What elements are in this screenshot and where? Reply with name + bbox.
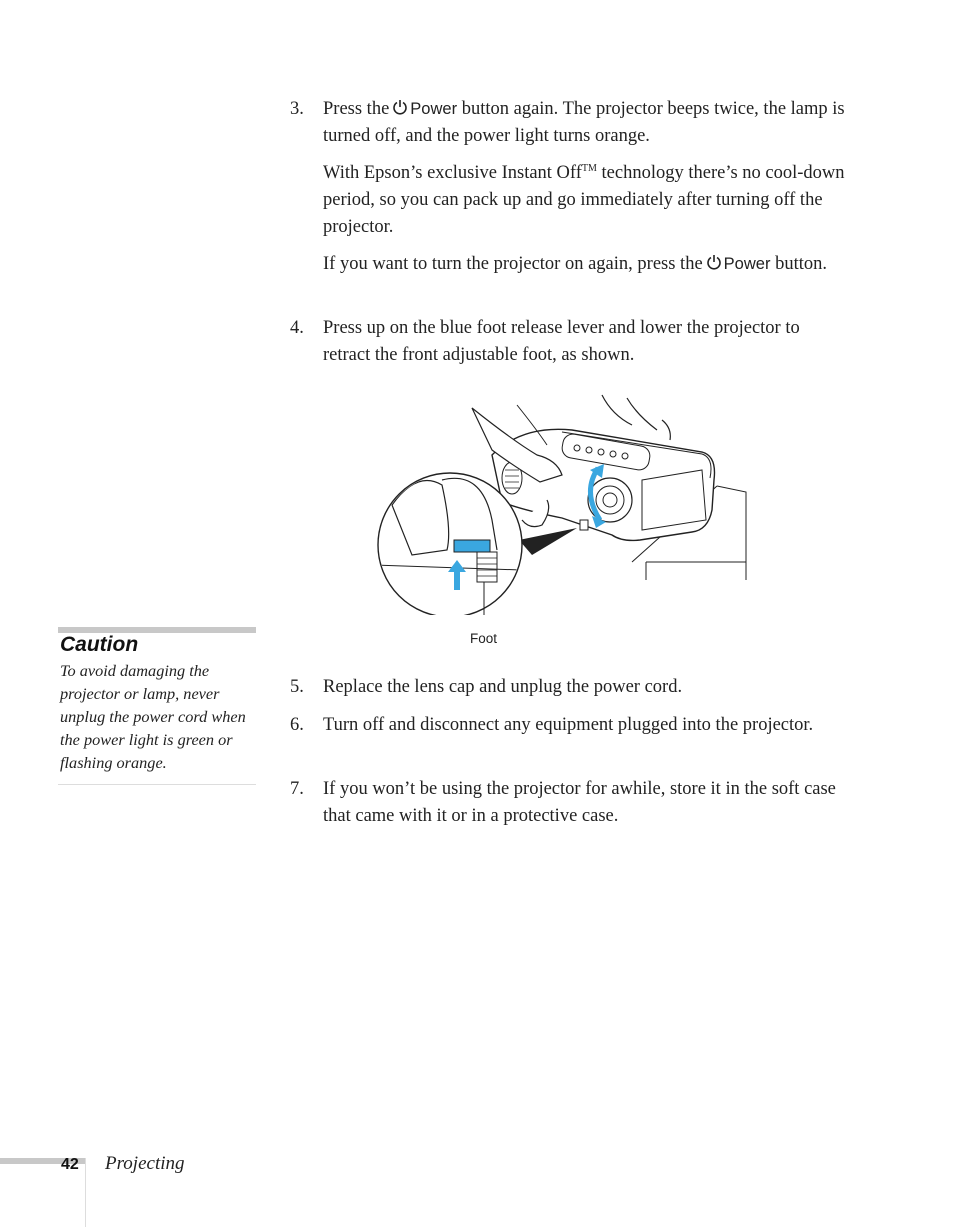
instant-off-text: With Epson’s exclusive Instant Off bbox=[323, 163, 582, 183]
step-number: 5. bbox=[290, 677, 304, 697]
instant-off-text-end: technology there’s no cool-down period, so you can pack up and go immediately after turning off the projector. bbox=[323, 163, 845, 237]
caution-body: To avoid damaging the projector or lamp, never unplug the power cord when the power light is green or flashing orange. bbox=[60, 661, 246, 772]
power-icon bbox=[392, 99, 408, 115]
step-text: If you won’t be using the projector for awhile, store it in the soft case that came with it or in a protective case. bbox=[323, 779, 836, 826]
step-number: 4. bbox=[290, 318, 304, 338]
power-button-label: Power bbox=[410, 100, 458, 118]
footer-divider bbox=[85, 1158, 86, 1227]
step-3-text-start: Press the bbox=[323, 99, 390, 119]
projector-foot-illustration bbox=[372, 390, 752, 615]
foot-label: Foot bbox=[470, 631, 498, 646]
section-title: Projecting bbox=[105, 1153, 185, 1174]
caution-divider bbox=[58, 784, 256, 785]
caution-title: Caution bbox=[60, 633, 139, 656]
power-button-label: Power bbox=[723, 255, 771, 273]
step-number: 3. bbox=[290, 99, 304, 119]
page-number: 42 bbox=[61, 1156, 79, 1173]
step-number: 6. bbox=[290, 715, 304, 735]
step-3-text-end: button again. The projector beeps twice, the lamp is turned off, and the power light turns orange. bbox=[323, 99, 845, 146]
power-on-text: If you want to turn the projector on again, press the bbox=[323, 254, 703, 274]
step-text: Press up on the blue foot release lever and lower the projector to retract the front adjustable foot, as shown. bbox=[323, 318, 800, 365]
instant-off-paragraph bbox=[323, 160, 853, 241]
step-text bbox=[323, 96, 850, 150]
step-text: Replace the lens cap and unplug the power cord. bbox=[323, 677, 683, 697]
step-text: Turn off and disconnect any equipment plugged into the projector. bbox=[323, 715, 814, 735]
power-on-text-end: button. bbox=[775, 254, 827, 274]
power-on-paragraph bbox=[323, 251, 853, 278]
power-icon bbox=[706, 254, 722, 270]
step-number: 7. bbox=[290, 779, 304, 799]
trademark: TM bbox=[581, 162, 597, 174]
